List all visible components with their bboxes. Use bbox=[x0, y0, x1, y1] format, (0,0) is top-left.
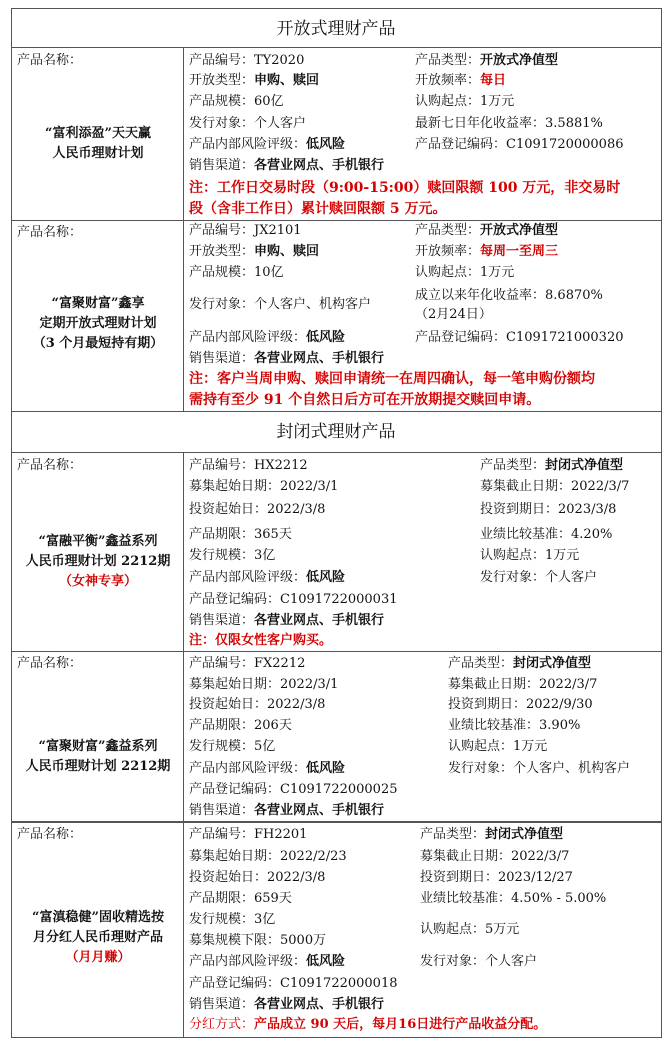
product-code: 产品编号：HX2212 bbox=[189, 458, 308, 473]
redemption-note: 注：工作日交易时段（9:00-15:00）赎回限额 100 万元，非交易时 段（含非工作日）累计赎回限额 5 万元。 bbox=[189, 180, 621, 217]
raise-start-date: 募集起始日期：2022/3/1 bbox=[189, 479, 339, 494]
issue-target: 发行对象：个人客户 bbox=[480, 570, 598, 585]
invest-end-date: 投资到期日：2023/12/27 bbox=[420, 870, 573, 885]
risk-rating: 产品内部风险评级：低风险 bbox=[189, 137, 346, 152]
benchmark: 业绩比较基准：4.20% bbox=[480, 527, 613, 542]
distribution-method: 分红方式：产品成立 90 天后，每月16日进行产品收益分配。 bbox=[189, 1017, 547, 1032]
product-code: 产品编号：TY2020 bbox=[189, 53, 305, 68]
name-column-divider bbox=[183, 822, 184, 1038]
issue-scale: 发行规模：3亿 bbox=[189, 548, 276, 563]
open-frequency: 开放频率：每周一至周三 bbox=[415, 244, 559, 259]
registration-code: 产品登记编码：C1091721000320 bbox=[415, 330, 624, 345]
registration-code: 产品登记编码：C1091720000086 bbox=[415, 137, 624, 152]
issue-scale: 发行规模：3亿 bbox=[189, 912, 276, 927]
product-name: “富利添盈”天天赢 人民币理财计划 bbox=[45, 126, 151, 161]
open-type: 开放类型：申购、赎回 bbox=[189, 73, 320, 88]
raise-lower-limit: 募集规模下限：5000万 bbox=[189, 933, 327, 948]
product-type: 产品类型：开放式净值型 bbox=[415, 223, 559, 238]
product-name: “富聚财富”鑫益系列 人民币理财计划 2212期 bbox=[25, 739, 171, 774]
invest-end-date: 投资到期日：2023/3/8 bbox=[480, 502, 617, 517]
raise-start-date: 募集起始日期：2022/3/1 bbox=[189, 677, 339, 692]
risk-rating: 产品内部风险评级：低风险 bbox=[189, 954, 346, 969]
redemption-note: 注：客户当周申购、赎回申请统一在周四确认，每一笔申购份额均 需持有至少 91 个自然日后方可在开放期提交赎回申请。 bbox=[189, 371, 595, 408]
product-name-label: 产品名称： bbox=[17, 458, 83, 473]
row-divider bbox=[11, 220, 662, 221]
product-type: 产品类型：开放式净值型 bbox=[415, 53, 559, 68]
product-name-label: 产品名称： bbox=[17, 827, 83, 842]
product-name: “富滇稳健”固收精选按 月分红人民币理财产品 （月月赚） bbox=[32, 910, 164, 965]
sales-channel: 销售渠道：各营业网点、手机银行 bbox=[189, 997, 385, 1012]
product-code: 产品编号：JX2101 bbox=[189, 223, 302, 238]
product-term: 产品期限：659天 bbox=[189, 891, 292, 906]
product-type: 产品类型：封闭式净值型 bbox=[448, 656, 592, 671]
product-code: 产品编号：FX2212 bbox=[189, 656, 306, 671]
issue-target: 发行对象：个人客户 bbox=[420, 954, 538, 969]
raise-end-date: 募集截止日期：2022/3/7 bbox=[420, 849, 570, 864]
registration-code: 产品登记编码：C1091722000018 bbox=[189, 976, 398, 991]
min-subscription: 认购起点：1万元 bbox=[480, 548, 580, 563]
raise-end-date: 募集截止日期：2022/3/7 bbox=[448, 677, 598, 692]
issue-scale: 发行规模：5亿 bbox=[189, 739, 276, 754]
risk-rating: 产品内部风险评级：低风险 bbox=[189, 330, 346, 345]
raise-start-date: 募集起始日期：2022/2/23 bbox=[189, 849, 347, 864]
issue-target: 发行对象：个人客户、机构客户 bbox=[448, 761, 631, 776]
product-name-label: 产品名称： bbox=[17, 53, 83, 68]
min-subscription: 认购起点：1万元 bbox=[415, 265, 515, 280]
product-type: 产品类型：封闭式净值型 bbox=[420, 827, 564, 842]
sales-channel: 销售渠道：各营业网点、手机银行 bbox=[189, 803, 385, 818]
yield-date: （2月24日） bbox=[415, 307, 492, 322]
seven-day-yield: 最新七日年化收益率：3.5881% bbox=[415, 116, 603, 131]
product-scale: 产品规模：10亿 bbox=[189, 265, 284, 280]
invest-start-date: 投资起始日：2022/3/8 bbox=[189, 502, 326, 517]
invest-start-date: 投资起始日：2022/3/8 bbox=[189, 870, 326, 885]
registration-code: 产品登记编码：C1091722000025 bbox=[189, 782, 398, 797]
issue-target: 发行对象：个人客户 bbox=[189, 116, 307, 131]
product-type: 产品类型：封闭式净值型 bbox=[480, 458, 624, 473]
name-column-divider bbox=[183, 452, 184, 822]
open-frequency: 开放频率：每日 bbox=[415, 73, 507, 88]
open-type: 开放类型：申购、赎回 bbox=[189, 244, 320, 259]
min-subscription: 认购起点：5万元 bbox=[420, 922, 520, 937]
row-divider bbox=[11, 651, 662, 652]
name-column-divider bbox=[183, 47, 184, 412]
sales-channel: 销售渠道：各营业网点、手机银行 bbox=[189, 351, 385, 366]
product-scale: 产品规模：60亿 bbox=[189, 94, 284, 109]
sales-channel: 销售渠道：各营业网点、手机银行 bbox=[189, 158, 385, 173]
product-name-label: 产品名称： bbox=[17, 656, 83, 671]
benchmark: 业绩比较基准：4.50% - 5.00% bbox=[420, 891, 607, 906]
open-section-title: 开放式理财产品 bbox=[276, 19, 396, 39]
product-code: 产品编号：FH2201 bbox=[189, 827, 308, 842]
since-inception-yield: 成立以来年化收益率：8.6870% bbox=[415, 288, 603, 303]
sales-channel: 销售渠道：各营业网点、手机银行 bbox=[189, 613, 385, 628]
benchmark: 业绩比较基准：3.90% bbox=[448, 718, 581, 733]
min-subscription: 认购起点：1万元 bbox=[415, 94, 515, 109]
closed-section-title: 封闭式理财产品 bbox=[276, 422, 396, 442]
product-term: 产品期限：365天 bbox=[189, 527, 292, 542]
product-name-label: 产品名称： bbox=[17, 225, 83, 240]
product-term: 产品期限：206天 bbox=[189, 718, 292, 733]
registration-code: 产品登记编码：C1091722000031 bbox=[189, 592, 398, 607]
invest-start-date: 投资起始日：2022/3/8 bbox=[189, 697, 326, 712]
raise-end-date: 募集截止日期：2022/3/7 bbox=[480, 479, 630, 494]
min-subscription: 认购起点：1万元 bbox=[448, 739, 548, 754]
product-name: “富聚财富”鑫享 定期开放式理财计划 （3 个月最短持有期） bbox=[32, 296, 164, 351]
risk-rating: 产品内部风险评级：低风险 bbox=[189, 570, 346, 585]
product-name: “富融平衡”鑫益系列 人民币理财计划 2212期 （女神专享） bbox=[25, 534, 171, 589]
invest-end-date: 投资到期日：2022/9/30 bbox=[448, 697, 593, 712]
risk-rating: 产品内部风险评级：低风险 bbox=[189, 761, 346, 776]
eligibility-note: 注：仅限女性客户购买。 bbox=[189, 633, 333, 648]
issue-target: 发行对象：个人客户、机构客户 bbox=[189, 297, 372, 312]
